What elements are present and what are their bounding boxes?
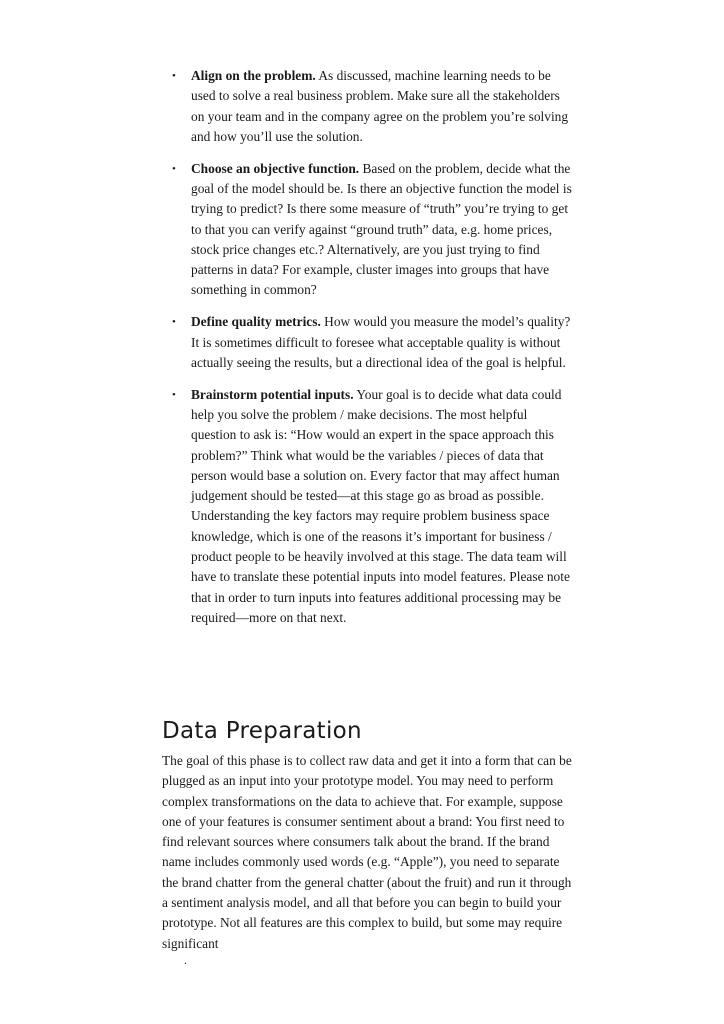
- bullet-text: How would you measure the model’s quality? It is sometimes difficult to foresee what acceptable quality is without actually seeing the results, but a directional idea of the goal is helpful.: [191, 314, 571, 370]
- bullet-align-on-problem: [172, 66, 572, 147]
- bullet-list: [172, 66, 572, 640]
- bullet-text: Your goal is to decide what data could help you solve the problem / make decisions. The most helpful question to ask is: “How would an expert in the space approach this problem?” Think what would be the variables / pieces of data that person would base a solution on. Every factor that may affect human judgement should be tested—at this stage go as broad as possible. Understanding the key factors may require problem business space knowledge, which is one of the reasons it’s important for business / product people to be heavily involved at this stage. The data team will have to translate these potential inputs into model features. Please note that in order to turn inputs into features additional processing may be required—more on that next.: [191, 386, 570, 625]
- bullet-text: Based on the problem, decide what the goal of the model should be. Is there an objective function the model is trying to predict? Is there some measure of “truth” you’re trying to get to that you can verify against “ground truth” data, e.g. home prices, stock price changes etc.? Alternatively, are you just trying to find patterns in data? For example, cluster images into groups that have something in common?: [191, 160, 572, 298]
- bullet-choose-objective-function: [172, 159, 572, 301]
- bullet-title: Brainstorm potential inputs.: [191, 386, 354, 402]
- bullet-marker: •: [172, 70, 176, 82]
- bullet-marker: •: [172, 316, 176, 329]
- bullet-define-quality-metrics: [172, 312, 572, 373]
- section-paragraph: The goal of this phase is to collect raw data and get it into a form that can be plugged as an input into your prototype model. You may need to perform complex transformations on the data to achieve that. For example, suppose one of your features is consumer sentiment about a brand: You first need to find relevant sources where consumers talk about the brand. If the brand name includes commonly used words (e.g. “Apple”), you need to separate the brand chatter from the general chatter (about the fruit) and run it through a sentiment analysis model, and all that before you can begin to build your prototype. Not all features are this complex to build, but some may require significant: [162, 753, 572, 951]
- bullet-text: As discussed, machine learning needs to be used to solve a real business problem. Make sure all the stakeholders on your team and in the company agree on the problem you’re solving and how you’ll use the solution.: [191, 68, 569, 144]
- bullet-brainstorm-potential-inputs: [172, 385, 572, 629]
- cut-off-text-fragment: .: [184, 953, 187, 967]
- bullet-marker: •: [172, 388, 176, 401]
- bullet-title: Define quality metrics.: [191, 314, 321, 330]
- bullet-marker: •: [172, 162, 176, 175]
- bullet-title: Choose an objective function.: [191, 160, 360, 176]
- section-heading-data-preparation: Data Preparation: [162, 718, 362, 744]
- bullet-title: Align on the problem.: [191, 68, 316, 83]
